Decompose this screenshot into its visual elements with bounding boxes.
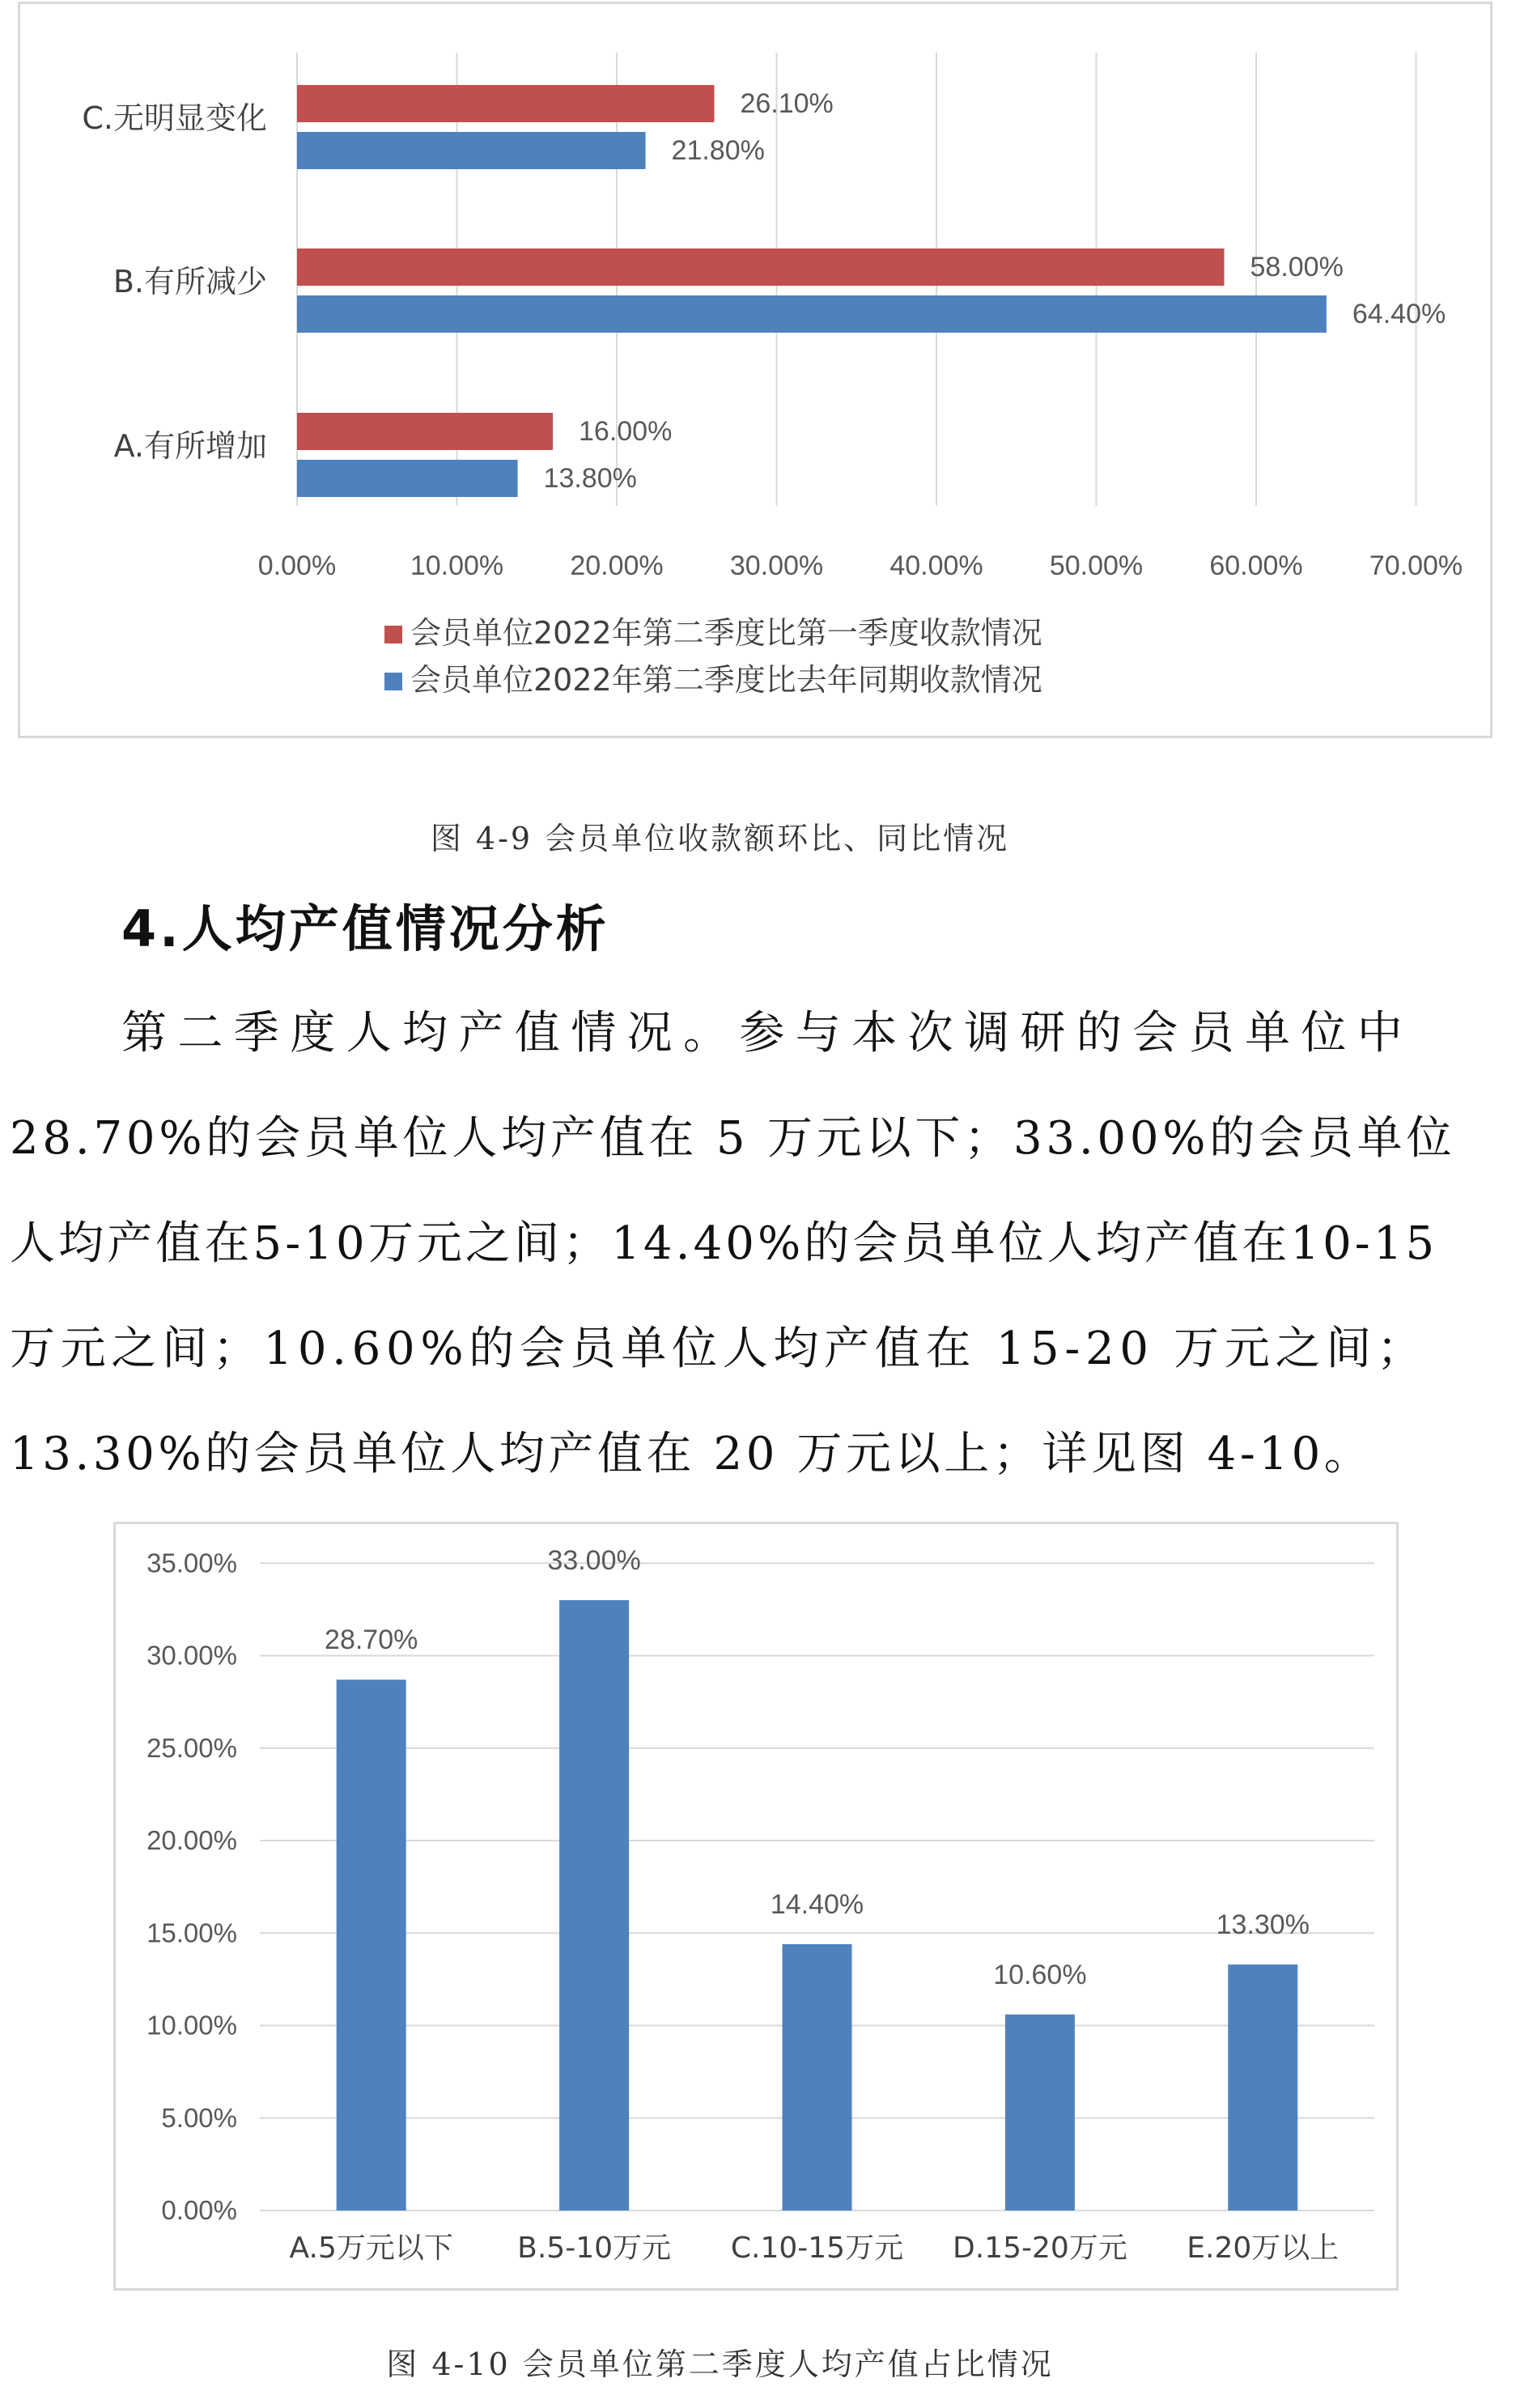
chart1-bar (297, 132, 646, 169)
paragraph-line-3: 人均产值在5-10万元之间；14.40%的会员单位人均产值在10-15 (10, 1217, 1438, 1270)
chart-4-9 (20, 4, 1490, 736)
chart1-x-tick-label: 0.00% (257, 550, 337, 581)
chart1-legend-swatch (384, 673, 402, 690)
chart1-category-label: C.无明显变化 (82, 100, 267, 136)
chart2-y-tick-label: 0.00% (161, 2195, 237, 2225)
chart1-bar (297, 85, 714, 122)
chart2-data-label: 14.40% (770, 1888, 864, 1920)
chart-4-10-frame (113, 1522, 1399, 2291)
chart2-data-label: 13.30% (1216, 1909, 1310, 1941)
chart2-data-label: 10.60% (993, 1959, 1087, 1990)
paragraph-line-1: 第二季度人均产值情况。参与本次调研的会员单位中 (121, 1007, 1414, 1060)
section-heading: 4.人均产值情况分析 (121, 899, 609, 958)
chart1-data-label: 26.10% (740, 88, 834, 119)
chart1-data-label: 21.80% (671, 135, 765, 166)
chart1-category-label: B.有所减少 (113, 264, 267, 299)
chart2-category-label: D.15-20万元 (953, 2232, 1127, 2265)
chart2-bar (337, 1680, 406, 2211)
chart2-y-tick-label: 15.00% (146, 1917, 237, 1948)
chart1-category-label: A.有所增加 (113, 428, 267, 464)
chart1-data-label: 64.40% (1352, 299, 1446, 329)
chart1-bar (297, 295, 1327, 333)
paragraph-line-5: 13.30%的会员单位人均产值在 20 万元以上；详见图 4-10。 (10, 1428, 1374, 1480)
chart2-category-label: C.10-15万元 (730, 2232, 904, 2265)
chart1-x-tick-label: 70.00% (1369, 550, 1463, 581)
chart2-category-label: B.5-10万元 (517, 2232, 672, 2265)
chart1-x-tick-label: 60.00% (1209, 550, 1303, 581)
chart2-y-tick-label: 10.00% (146, 2010, 237, 2041)
chart2-y-tick-label: 5.00% (161, 2102, 237, 2133)
chart2-bar (1228, 1964, 1297, 2211)
chart1-x-tick-label: 10.00% (410, 550, 504, 581)
chart1-bar (297, 460, 518, 497)
figure-4-10-caption: 图 4-10 会员单位第二季度人均产值占比情况 (386, 2346, 1054, 2382)
chart1-data-label: 58.00% (1250, 252, 1344, 282)
chart2-y-tick-label: 20.00% (146, 1825, 237, 1855)
chart2-y-tick-label: 35.00% (146, 1548, 237, 1578)
paragraph-line-2: 28.70%的会员单位人均产值在 5 万元以下；33.00%的会员单位 (10, 1112, 1456, 1165)
chart-4-10 (116, 1524, 1396, 2288)
chart-4-9-frame (18, 2, 1492, 738)
chart2-category-label: E.20万以上 (1187, 2232, 1340, 2265)
chart2-bar (559, 1600, 629, 2211)
paragraph-line-4: 万元之间；10.60%的会员单位人均产值在 15-20 万元之间； (10, 1323, 1428, 1375)
chart2-bar (783, 1944, 852, 2211)
chart1-bar (297, 413, 553, 450)
chart2-bar (1005, 2015, 1075, 2211)
chart1-data-label: 16.00% (579, 416, 673, 447)
chart1-x-tick-label: 20.00% (570, 550, 664, 581)
chart1-legend-label: 会员单位2022年第二季度比第一季度收款情况 (410, 615, 1042, 651)
chart1-x-tick-label: 30.00% (729, 550, 824, 581)
chart2-data-label: 33.00% (547, 1544, 641, 1576)
chart1-legend-label: 会员单位2022年第二季度比去年同期收款情况 (410, 662, 1042, 698)
figure-4-9-caption: 图 4-9 会员单位收款额环比、同比情况 (430, 821, 1010, 856)
chart2-y-tick-label: 25.00% (146, 1732, 237, 1763)
chart1-x-tick-label: 50.00% (1049, 550, 1144, 581)
chart1-data-label: 13.80% (543, 463, 637, 494)
chart2-data-label: 28.70% (325, 1624, 418, 1656)
chart2-category-label: A.5万元以下 (289, 2232, 453, 2265)
chart1-bar (297, 248, 1225, 286)
chart2-y-tick-label: 30.00% (146, 1640, 237, 1671)
chart1-legend-swatch (384, 626, 402, 643)
chart1-x-tick-label: 40.00% (890, 550, 983, 581)
